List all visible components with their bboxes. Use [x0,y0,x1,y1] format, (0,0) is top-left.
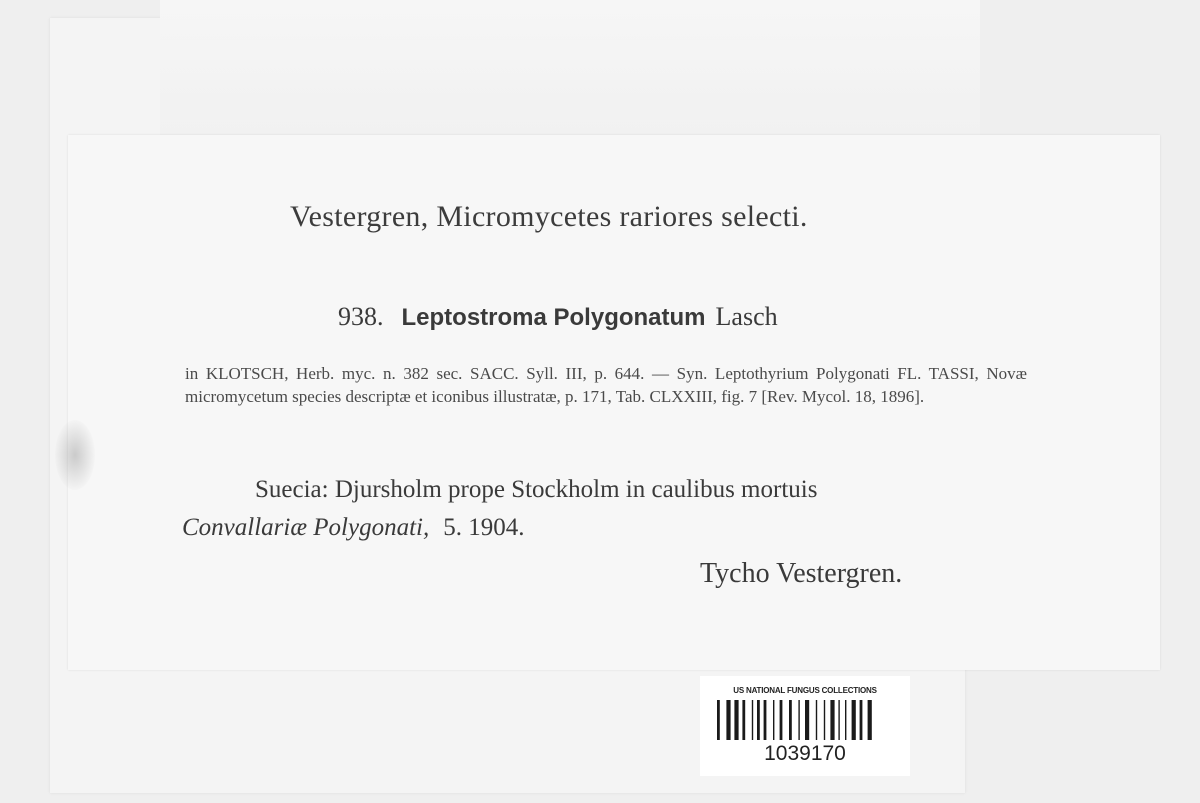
barcode-header: US NATIONAL FUNGUS COLLECTIONS [733,686,877,695]
barcode-bar [764,700,767,740]
barcode-label [700,676,910,776]
barcode-number: 1039170 [764,742,846,765]
collector-name: Tycho Vestergren. [700,558,903,589]
species-name: Leptostroma Polygonatum [401,304,706,331]
species-heading [338,302,778,332]
barcode-bar [717,700,720,740]
barcode [715,700,895,740]
barcode-bar [805,700,809,740]
barcode-bar [838,700,839,740]
barcode-bar [742,700,745,740]
barcode-bar [852,700,856,740]
barcode-bar [726,700,730,740]
barcode-bar [734,700,738,740]
barcode-bar [860,700,863,740]
collection-date: 5. 1904. [443,514,525,541]
barcode-bar [789,700,792,740]
barcode-bar [830,700,834,740]
locality-line: Suecia: Djursholm prope Stockholm in caulibus mortuis [255,476,818,503]
host-date-line [182,514,524,542]
barcode-bar [752,700,753,740]
barcode-bar [824,700,825,740]
stain-mark [55,420,95,490]
citation-text: in KLOTSCH, Herb. myc. n. 382 sec. SACC. Syll. III, p. 644. — Syn. Leptothyrium Polygonati FL. TASSI, Novæ micromycetum species descriptæ et iconibus illustratæ, p. 171, Tab. CLXXIII, fig. 7 [Rev. Mycol. 18, 1896]. [185,364,1027,406]
barcode-bar [798,700,799,740]
barcode-bar [757,700,760,740]
barcode-bar [868,700,872,740]
envelope-flap [160,0,980,136]
barcode-bar [780,700,783,740]
barcode-bar [845,700,846,740]
species-author: Lasch [715,302,778,331]
host-name: Convallariæ Polygonati, [182,514,430,541]
specimen-number: 938. [338,302,384,331]
barcode-bar [816,700,817,740]
label-title: Vestergren, Micromycetes rariores selecti. [290,200,808,233]
barcode-bar [773,700,774,740]
